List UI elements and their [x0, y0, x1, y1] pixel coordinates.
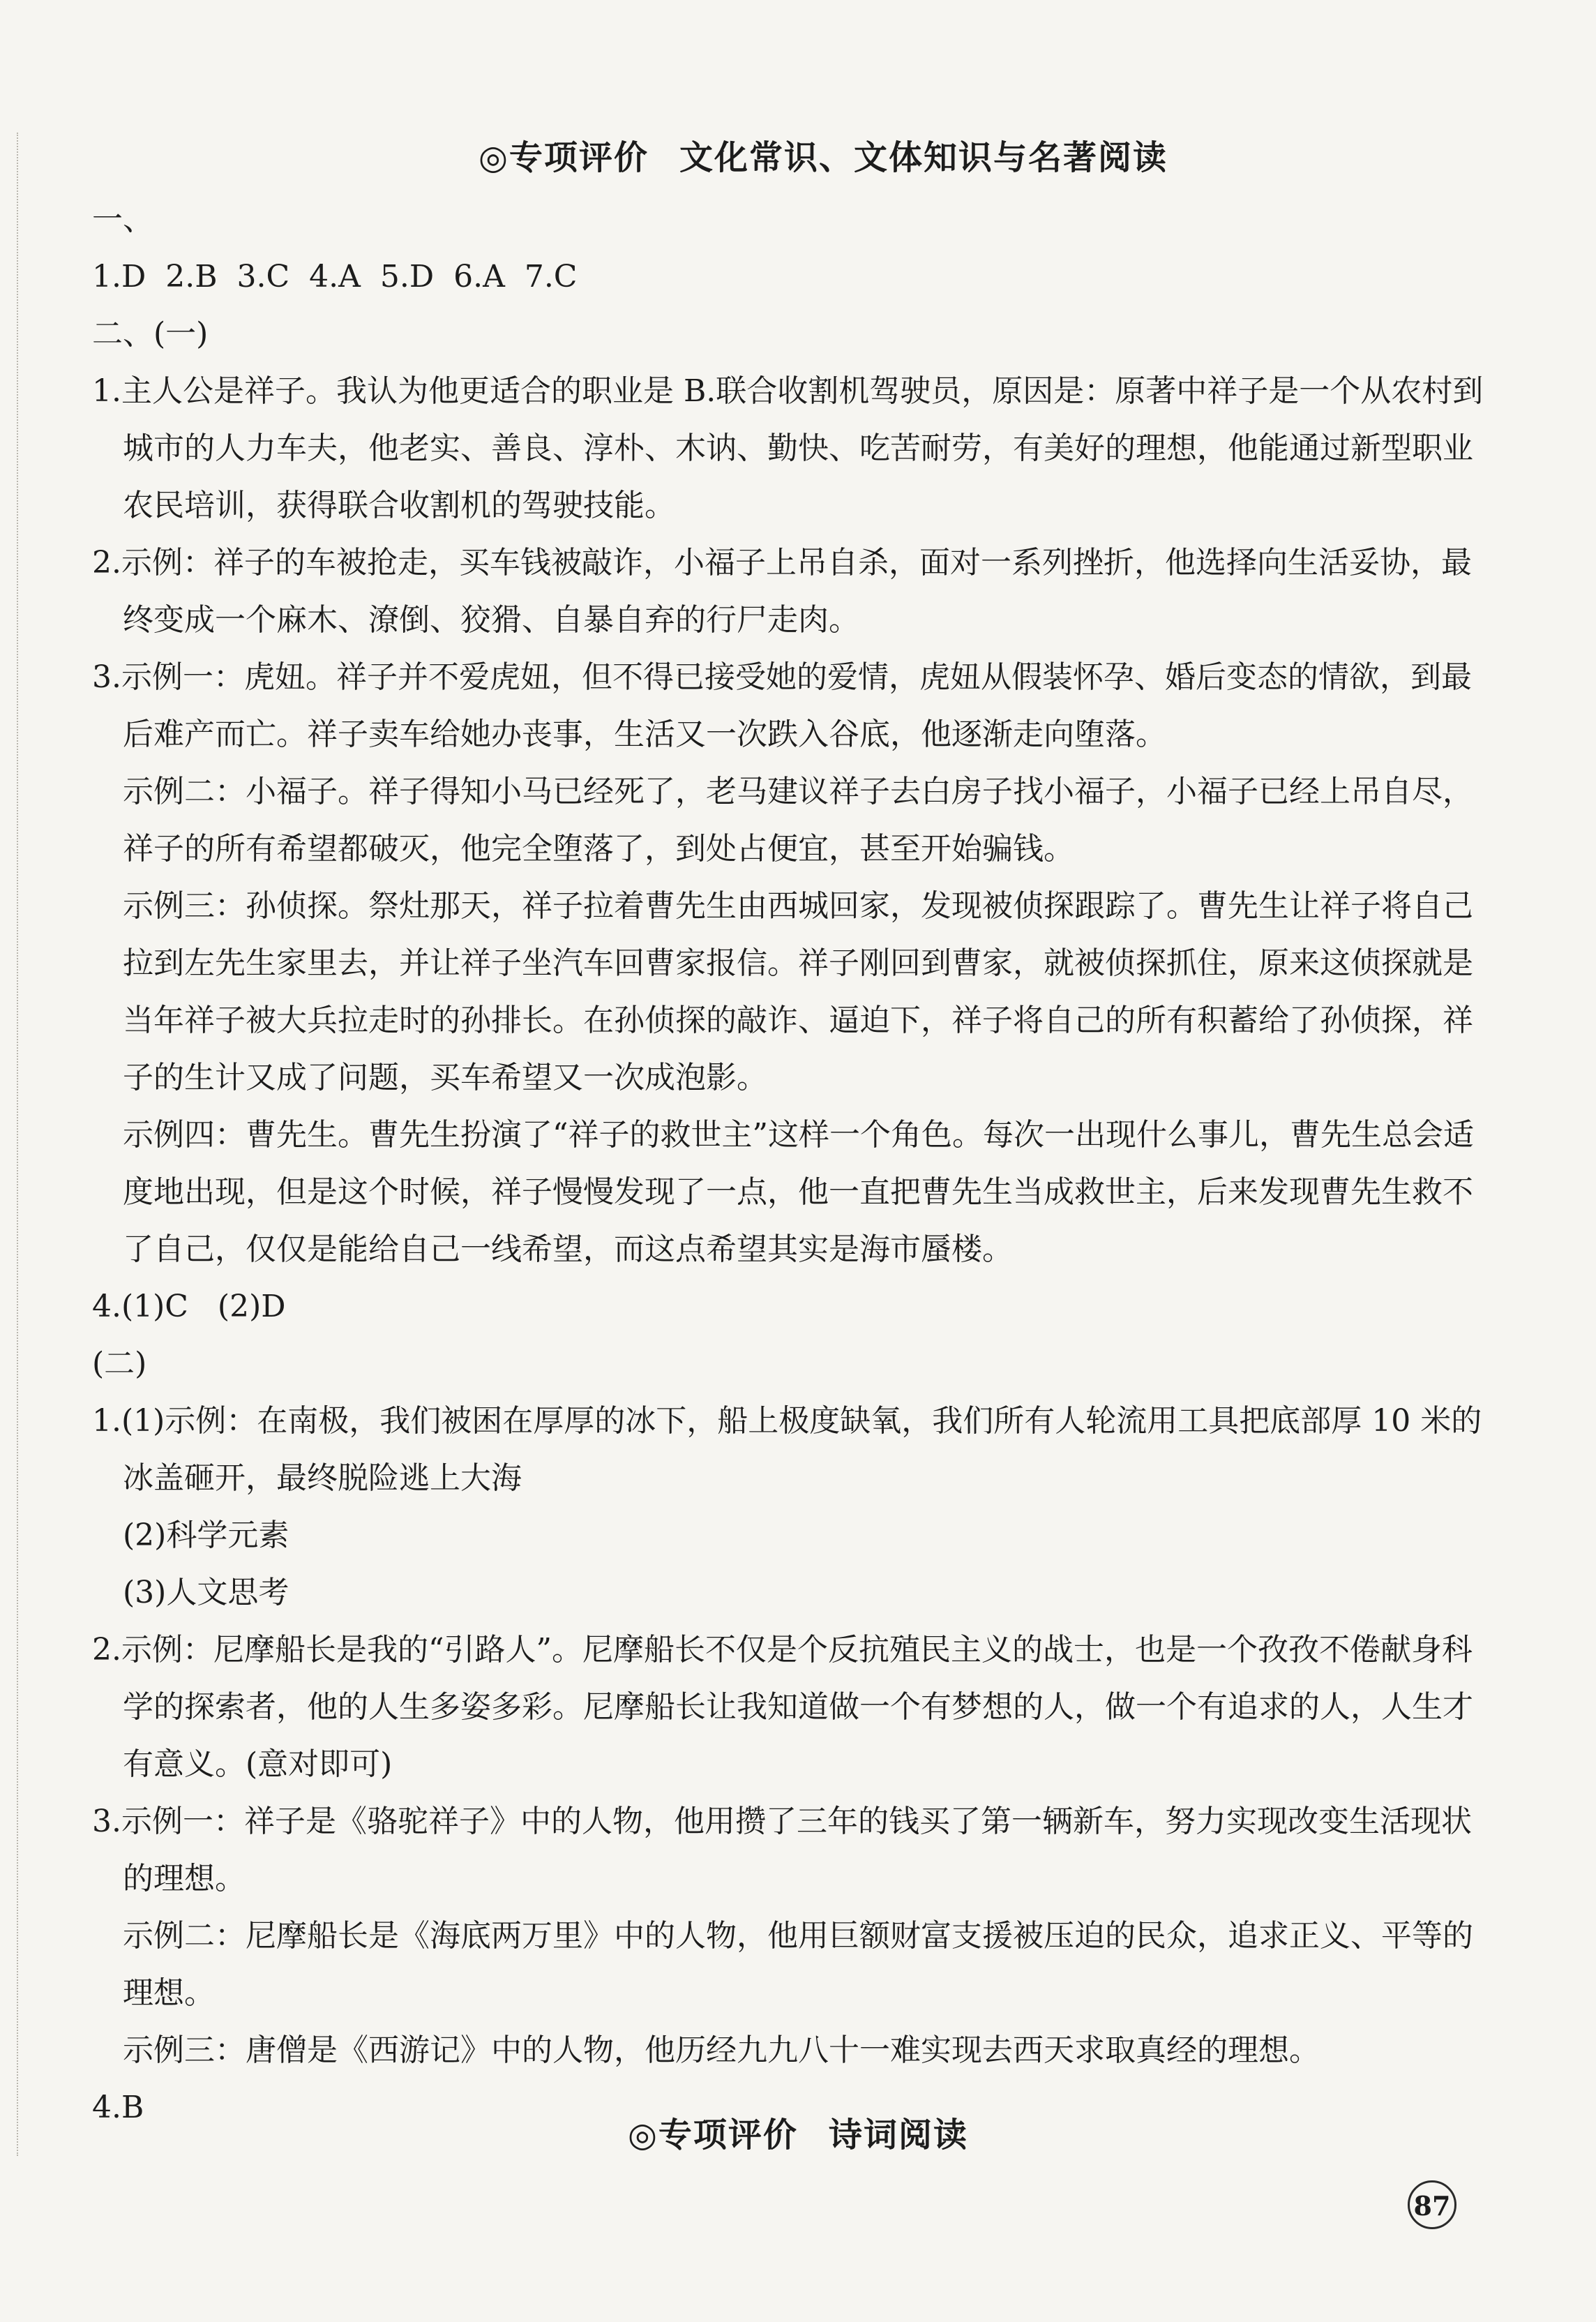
next-section-title: [0, 2110, 1596, 2160]
page-number: 87: [1408, 2180, 1456, 2229]
part3-q1-1: 1.(1)示例：在南极，我们被困在厚厚的冰下，船上极度缺氧，我们所有人轮流用工具把底部厚 10 米的冰盖砸开，最终脱险逃上大海: [92, 1403, 1482, 1496]
part3-q3-example1: 3.示例一：祥子是《骆驼祥子》中的人物，他用攒了三年的钱买了第一辆新车，努力实现改变生活现状的理想。: [92, 1804, 1472, 1896]
next-title-symbol: ◎: [628, 2115, 658, 2155]
next-title-label: 专项评价: [658, 2115, 798, 2155]
part3-q4: 4.B: [92, 2090, 144, 2125]
title-text: 文化常识、文体知识与名著阅读: [679, 138, 1168, 177]
part3-q1-2: (2)科学元素: [123, 1518, 289, 1553]
part1-heading: 一、: [92, 202, 153, 237]
part2-q3-example2: 示例二：小福子。祥子得知小马已经死了，老马建议祥子去白房子找小福子，小福子已经上吊自尽，祥子的所有希望都破灭，他完全堕落了，到处占便宜，甚至开始骗钱。: [123, 774, 1473, 867]
part3-heading: (二): [92, 1346, 147, 1381]
part2-q3-example3: 示例三：孙侦探。祭灶那天，祥子拉着曹先生由西城回家，发现被侦探跟踪了。曹先生让祥子将自己拉到左先生家里去，并让祥子坐汽车回曹家报信。祥子刚回到曹家，就被侦探抓住，原来这侦探就是当年祥子被大兵拉走时的孙排长。在孙侦探的敲诈、逼迫下，祥子将自己的所有积蓄给了孙侦探，祥子的生计又成了问题，买车希望又一次成泡影。: [123, 888, 1473, 1095]
part3-q2: 2.示例：尼摩船长是我的“引路人”。尼摩船长不仅是个反抗殖民主义的战士，也是一个孜孜不倦献身科学的探索者，他的人生多姿多彩。尼摩船长让我知道做一个有梦想的人，做一个有追求的人，人生才有意义。(意对即可): [92, 1632, 1473, 1782]
part2-heading: 二、(一): [92, 316, 209, 352]
part1-answers: 1.D 2.B 3.C 4.A 5.D 6.A 7.C: [92, 259, 578, 294]
next-title-text: 诗词阅读: [828, 2115, 968, 2155]
margin-dotted-rule: [17, 133, 20, 2156]
part3-q3-example3: 示例三：唐僧是《西游记》中的人物，他历经九九八十一难实现去西天求取真经的理想。: [123, 2032, 1320, 2068]
title-symbol: ◎: [479, 138, 509, 177]
part2-q3-example1: 3.示例一：虎妞。祥子并不爱虎妞，但不得已接受她的爱情，虎妞从假装怀孕、婚后变态的情欲，到最后难产而亡。祥子卖车给她办丧事，生活又一次跌入谷底，他逐渐走向堕落。: [92, 659, 1472, 752]
part2-q2: 2.示例：祥子的车被抢走，买车钱被敲诈，小福子上吊自杀，面对一系列挫折，他选择向生活妥协，最终变成一个麻木、潦倒、狡猾、自暴自弃的行尸走肉。: [92, 545, 1472, 638]
part2-q3-example4: 示例四：曹先生。曹先生扮演了“祥子的救世主”这样一个角色。每次一出现什么事儿，曹先生总会适度地出现，但是这个时候，祥子慢慢发现了一点，他一直把曹先生当成救世主，后来发现曹先生救不了自己，仅仅是能给自己一线希望，而这点希望其实是海市蜃楼。: [123, 1117, 1474, 1267]
title-label: 专项评价: [509, 138, 649, 177]
part3-q3-example2: 示例二：尼摩船长是《海底两万里》中的人物，他用巨额财富支援被压迫的民众，追求正义、平等的理想。: [123, 1918, 1473, 2011]
answer-content: [92, 133, 1487, 2136]
part3-q1-3: (3)人文思考: [123, 1575, 289, 1610]
part2-q1: 1.主人公是祥子。我认为他更适合的职业是 B.联合收割机驾驶员，原因是：原著中祥子是一个从农村到城市的人力车夫，他老实、善良、淳朴、木讷、勤快、吃苦耐劳，有美好的理想，他能通过新型职业农民培训，获得联合收割机的驾驶技能。: [92, 373, 1484, 523]
part2-q4: 4.(1)C (2)D: [92, 1289, 286, 1324]
section-title: [92, 133, 1487, 183]
